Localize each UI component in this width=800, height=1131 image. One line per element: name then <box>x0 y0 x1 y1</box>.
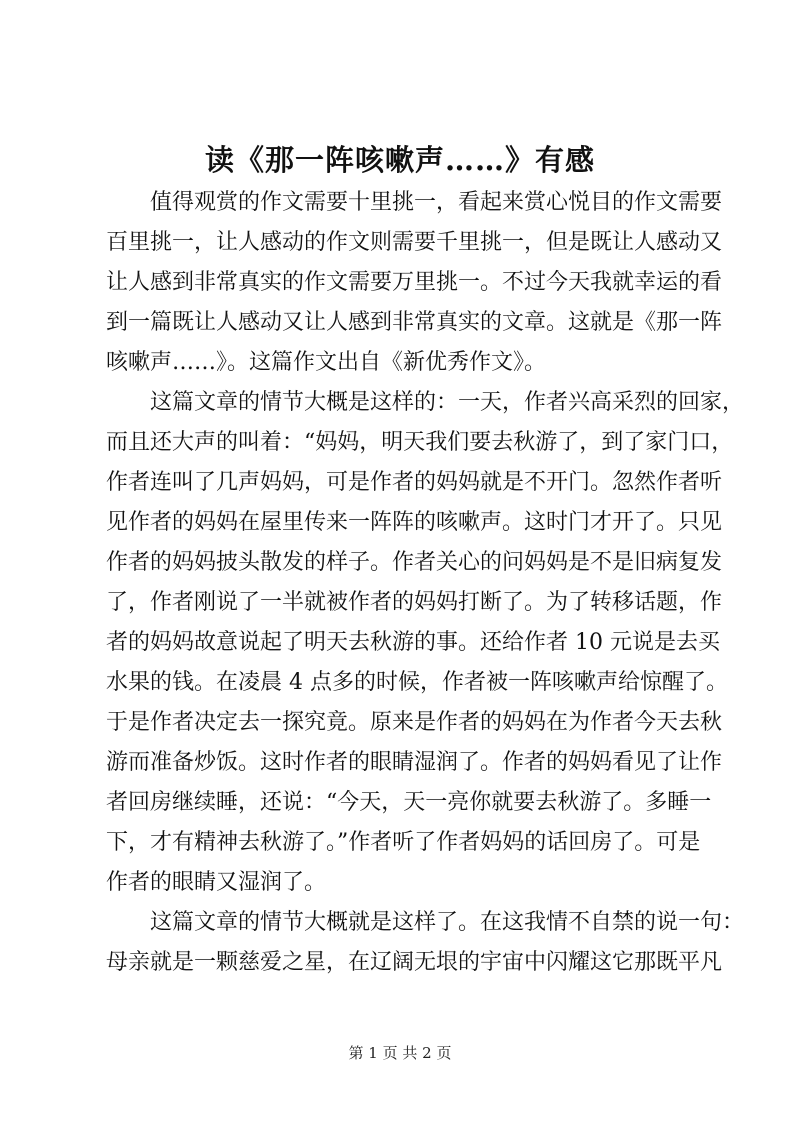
paragraph-line: 到一篇既让人感动又让人感到非常真实的文章。这就是《那一阵 <box>106 310 723 335</box>
paragraph-line: 下，才有精神去秋游了。”作者听了作者妈妈的话回房了。可是 <box>106 830 701 855</box>
paragraph-line: 者的妈妈故意说起了明天去秋游的事。还给作者 10 元说是去买 <box>106 630 720 655</box>
paragraph-line: 而且还大声的叫着：“妈妈，明天我们要去秋游了，到了家门口， <box>106 430 734 455</box>
paragraph-line: 母亲就是一颗慈爱之星，在辽阔无垠的宇宙中闪耀这它那既平凡 <box>106 950 723 975</box>
paragraph-line: 这篇文章的情节大概就是这样了。在这我情不自禁的说一句： <box>150 910 745 935</box>
paragraph-line: 这篇文章的情节大概是这样的：一天，作者兴高采烈的回家， <box>150 390 745 415</box>
document-title: 读《那一阵咳嗽声……》有感 <box>204 143 595 177</box>
paragraph-3 <box>106 903 745 983</box>
paragraph-line: 值得观赏的作文需要十里挑一，看起来赏心悦目的作文需要 <box>150 190 723 215</box>
paragraph-2 <box>106 383 745 903</box>
paragraph-line: 咳嗽声……》。这篇作文出自《新优秀作文》。 <box>106 350 547 375</box>
paragraph-line: 见作者的妈妈在屋里传来一阵阵的咳嗽声。这时门才开了。只见 <box>106 510 723 535</box>
paragraph-1 <box>106 183 723 383</box>
paragraph-line: 百里挑一，让人感动的作文则需要千里挑一，但是既让人感动又 <box>106 230 723 255</box>
paragraph-line: 让人感到非常真实的作文需要万里挑一。不过今天我就幸运的看 <box>106 270 723 295</box>
document-body <box>106 183 745 983</box>
paragraph-line: 了，作者刚说了一半就被作者的妈妈打断了。为了转移话题，作 <box>106 590 723 615</box>
paragraph-line: 于是作者决定去一探究竟。原来是作者的妈妈在为作者今天去秋 <box>106 710 723 735</box>
paragraph-line: 游而准备炒饭。这时作者的眼睛湿润了。作者的妈妈看见了让作 <box>106 750 723 775</box>
paragraph-line: 者回房继续睡，还说：“今天，天一亮你就要去秋游了。多睡一 <box>106 790 712 815</box>
paragraph-line: 作者连叫了几声妈妈，可是作者的妈妈就是不开门。忽然作者听 <box>106 470 723 495</box>
paragraph-line: 水果的钱。在凌晨 4 点多的时候，作者被一阵咳嗽声给惊醒了。 <box>106 670 728 695</box>
page-footer: 第 1 页 共 2 页 <box>348 1044 452 1062</box>
paragraph-line: 作者的妈妈披头散发的样子。作者关心的问妈妈是不是旧病复发 <box>106 550 723 575</box>
paragraph-line: 作者的眼睛又湿润了。 <box>106 870 327 895</box>
